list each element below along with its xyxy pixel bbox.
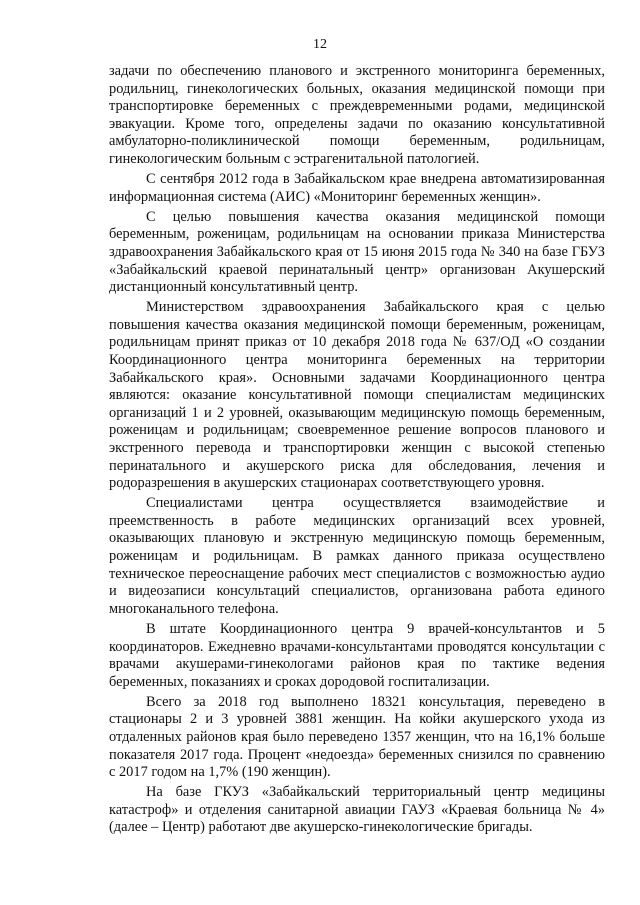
paragraph-coordination-center-order: Министерством здравоохранения Забайкальского края с целью повышения качества оказания медицинской помощи беременным, роженицам, родильницам принят приказ от 10 декабря 2018 года № 637/ОД «О создании Координационного центра мониторинга беременных на территории Забайкальского края». Основными задачами Координационного центра являются: оказание консультативной помощи специалистам медицинских организаций 1 и 2 уровней, оказывающим медицинскую помощь беременным, роженицам и родильницам; своевременное решение вопросов планового и экстренного перевода и транспортировки женщин с высокой степенью перинатального и акушерского риска для обследования, лечения и родоразрешения в акушерских стационарах соответствующего уровня. xyxy=(109,299,605,492)
paragraph-ais-monitoring: С сентября 2012 года в Забайкальском крае внедрена автоматизированная информационная система (АИС) «Мониторинг беременных женщин». xyxy=(109,171,605,205)
paragraph-remote-consult-center: С целью повышения качества оказания медицинской помощи беременным, роженицам, родильницам на основании приказа Министерства здравоохранения Забайкальского края от 15 июня 2015 года № 340 на базе ГБУЗ «Забайкальский краевой перинатальный центр» организован Акушерский дистанционный консультативный центр. xyxy=(109,208,605,296)
paragraph-center-specialists: Специалистами центра осуществляется взаимодействие и преемственность в работе медицинских организаций всех уровней, оказывающих плановую и экстренную медицинскую помощь беременным, роженицам и родильницам. В рамках данного приказа осуществлено техническое переоснащение рабочих мест специалистов с возможностью аудио и видеозаписи консультаций специалистов, организована работа единого многоканального телефона. xyxy=(109,495,605,617)
document-body xyxy=(109,63,605,837)
paragraph-continuation: задачи по обеспечению планового и экстренного мониторинга беременных, родильниц, гинекологических больных, оказания медицинской помощи при транспортировке беременных с преждевременными родами, медицинской эвакуации. Кроме того, определены задачи по оказанию консультативной амбулаторно-поликлинической помощи беременным, родильницам, гинекологическим больным с эстрагенитальной патологией. xyxy=(109,63,605,167)
paragraph-staff: В штате Координационного центра 9 врачей-консультантов и 5 координаторов. Ежедневно врачами-консультантами проводятся консультации с врачами акушерами-гинекологами районов края по тактике ведения беременных, показаниях и сроках дородовой госпитализации. xyxy=(109,620,605,690)
page-number: 12 xyxy=(313,37,327,52)
paragraph-medical-brigades: На базе ГКУЗ «Забайкальский территориальный центр медицины катастроф» и отделения санитарной авиации ГАУЗ «Краевая больница № 4» (далее – Центр) работают две акушерско-гинекологические бригады. xyxy=(109,784,605,836)
paragraph-statistics-2018: Всего за 2018 год выполнено 18321 консультация, переведено в стационары 2 и 3 уровней 3881 женщин. На койки акушерского ухода из отдаленных районов края было переведено 1357 женщин, что на 16,1% больше показателя 2017 года. Процент «недоезда» беременных снизился по сравнению с 2017 годом на 1,7% (190 женщин). xyxy=(109,693,605,781)
